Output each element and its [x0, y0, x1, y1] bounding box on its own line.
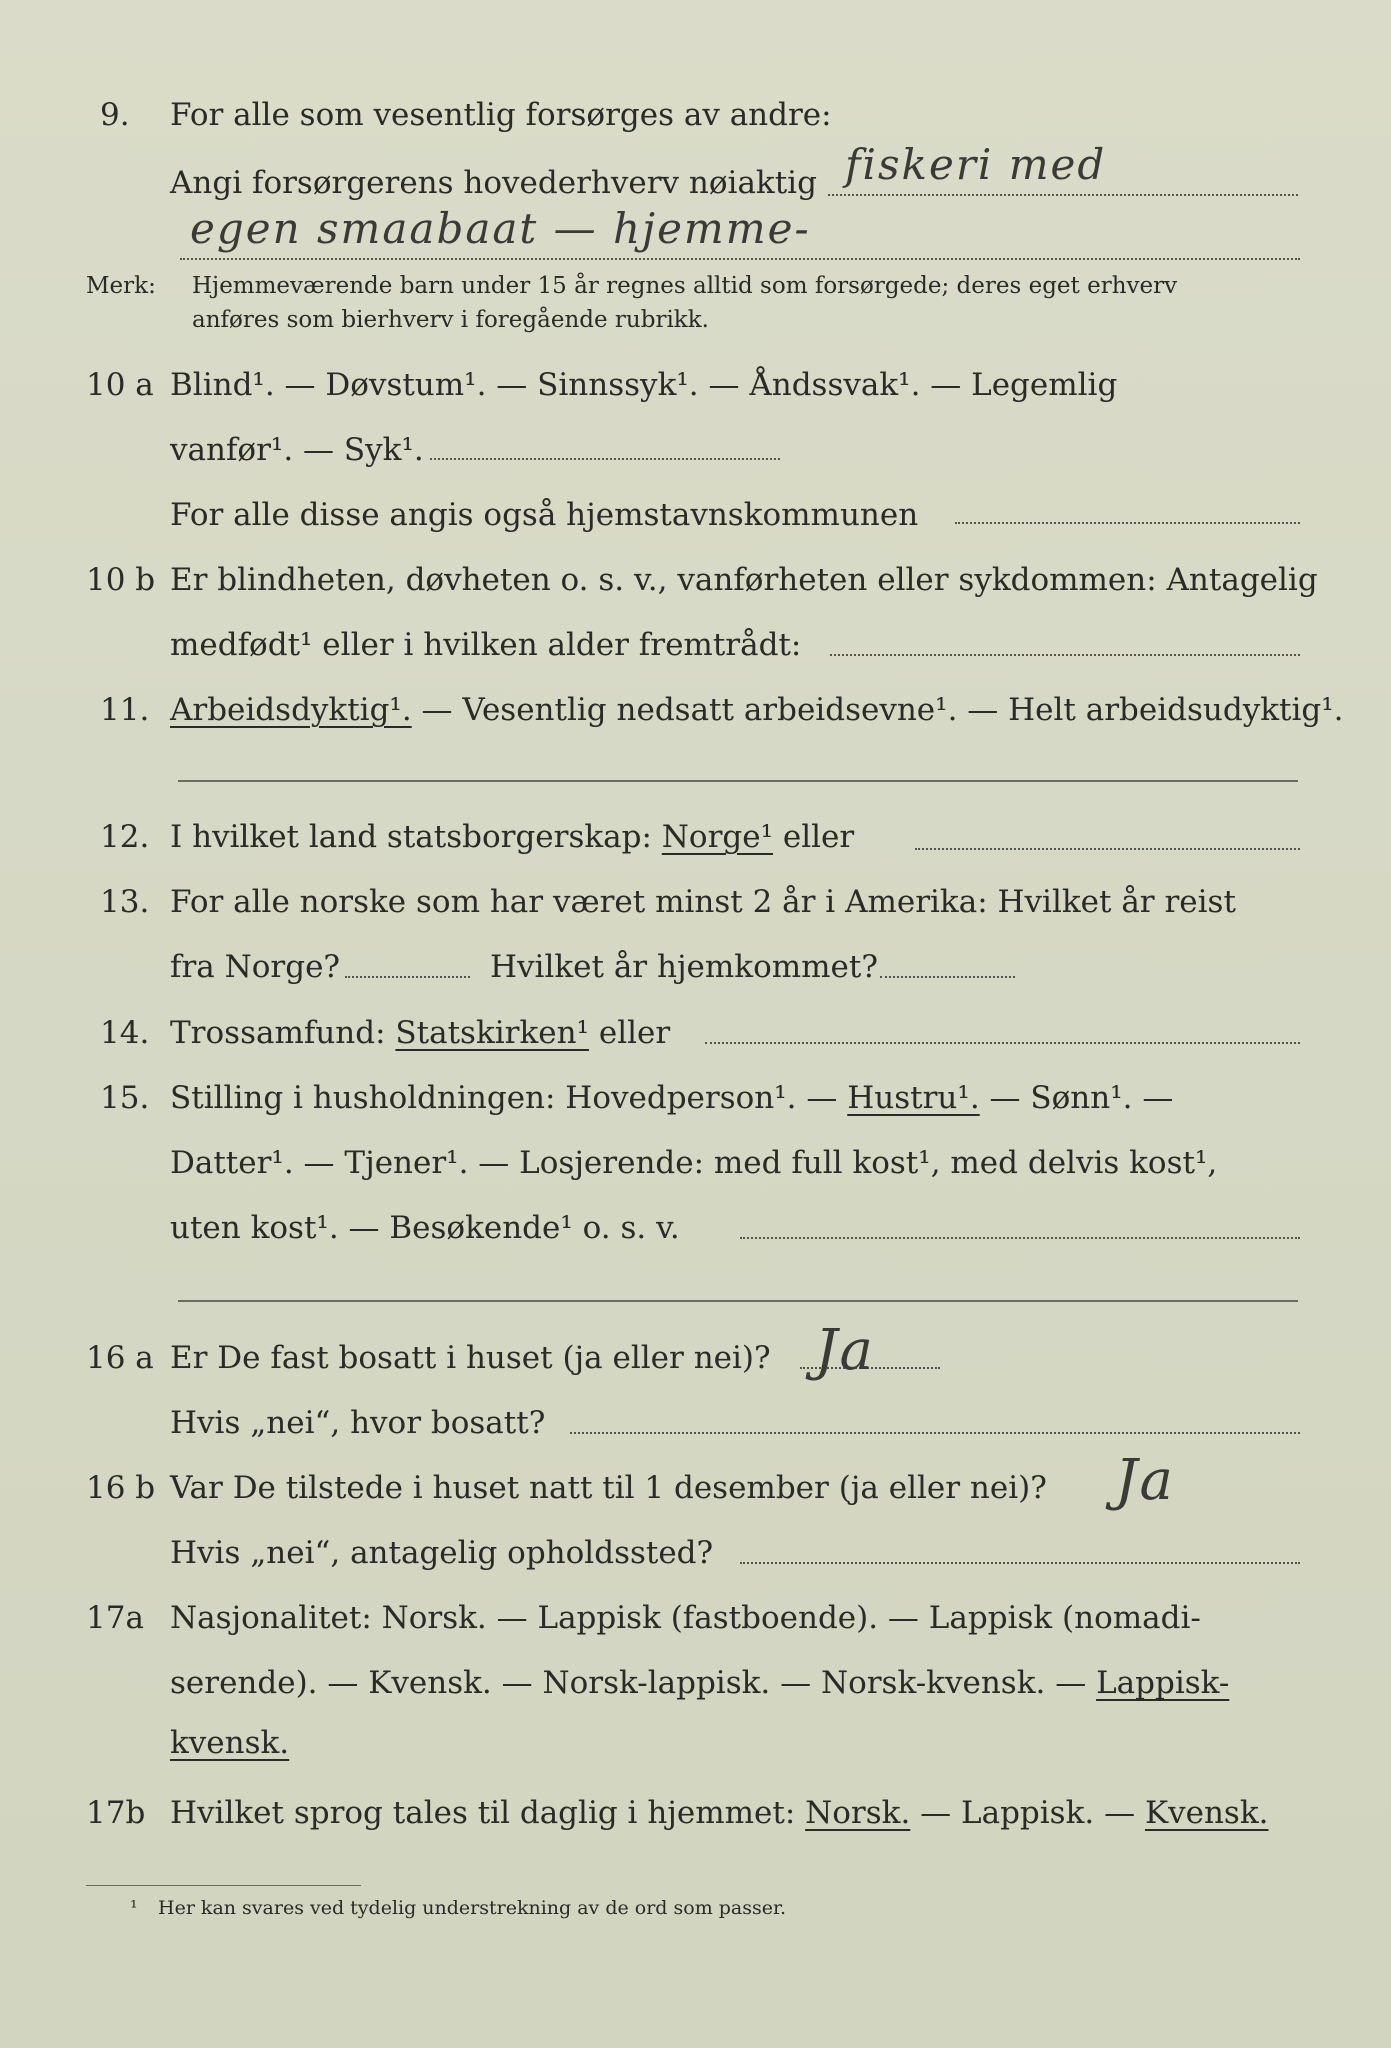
q17a-line3 [170, 1718, 289, 1768]
q17a-number: 17a [86, 1600, 144, 1636]
q10b-line2: medfødt¹ eller i hvilken alder fremtrådt: [170, 627, 802, 663]
q11-option-arbeidsdyktig: Arbeidsdyktig¹. [170, 692, 412, 728]
q16b-line2: Hvis „nei“, antagelig opholdssted? [170, 1535, 714, 1571]
q16a-line1: Er De fast bosatt i huset (ja eller nei)? [170, 1340, 771, 1376]
q9-handwritten-answer-2: egen smaabaat — hjemme- [190, 204, 811, 253]
q13-line1: For alle norske som har været minst 2 år i Amerika: Hvilket år reist [170, 884, 1236, 920]
q10a-line2: vanfør¹. — Syk¹. [170, 432, 424, 468]
q15-line1-post: — Sønn¹. — [979, 1080, 1174, 1116]
q17b-mid: — Lappisk. — [910, 1795, 1145, 1831]
q11-number: 11. [100, 692, 150, 728]
q10b-line1: Er blindheten, døvheten o. s. v., vanførheten eller sykdommen: Antagelig [170, 562, 1318, 598]
q14-post: eller [589, 1015, 671, 1051]
q16a-handwritten-answer: Ja [815, 1318, 875, 1383]
q15-line2: Datter¹. — Tjener¹. — Losjerende: med full kost¹, med delvis kost¹, [170, 1145, 1218, 1181]
q12-number: 12. [100, 819, 150, 855]
footnote-text: Her kan svares ved tydelig understrekning av de ord som passer. [158, 1897, 787, 1919]
q14-number: 14. [100, 1015, 150, 1051]
q14-answer-line [705, 1042, 1300, 1044]
q16b-handwritten-answer: Ja [1115, 1448, 1175, 1513]
q15-answer-line [740, 1237, 1300, 1239]
q9-answer-line [828, 194, 1298, 196]
q9-line1: For alle som vesentlig forsørges av andre: [170, 97, 832, 133]
q16a-bosatt-line [570, 1432, 1300, 1434]
divider-2 [178, 1300, 1298, 1302]
q10a-kommune-line [955, 522, 1300, 524]
q17a-option-lappisk: Lappisk- [1096, 1665, 1230, 1701]
q16b-opholdssted-line [740, 1562, 1300, 1564]
q17b-option-norsk: Norsk. [805, 1795, 911, 1831]
q10a-number: 10 a [86, 367, 154, 403]
q16a-line2: Hvis „nei“, hvor bosatt? [170, 1405, 546, 1441]
merk-label: Merk: [86, 273, 156, 299]
footnote-rule [86, 1885, 361, 1886]
q15-line3: uten kost¹. — Besøkende¹ o. s. v. [170, 1210, 680, 1246]
q17b-option-kvensk: Kvensk. [1144, 1795, 1269, 1831]
q16b-number: 16 b [86, 1470, 156, 1506]
q9-answer-line-2 [180, 258, 1300, 260]
q13-line2b: Hvilket år hjemkommet? [490, 949, 878, 985]
q14-pre: Trossamfund: [170, 1015, 396, 1051]
q11-rest: — Vesentlig nedsatt arbeidsevne¹. — Helt arbeidsudyktig¹. [411, 692, 1344, 728]
q9-handwritten-answer-1: fiskeri med [845, 140, 1107, 189]
q17b-text [170, 1788, 1268, 1838]
q12-answer-line [915, 848, 1300, 850]
q12-text [170, 812, 854, 862]
divider-1 [178, 780, 1298, 782]
q11-text [170, 685, 1344, 735]
q10a-line3: For alle disse angis også hjemstavnskommunen [170, 497, 919, 533]
q17a-line2 [170, 1658, 1229, 1708]
q16b-line1: Var De tilstede i huset natt til 1 desember (ja eller nei)? [170, 1470, 1047, 1506]
q10a-line1: Blind¹. — Døvstum¹. — Sinnssyk¹. — Åndssvak¹. — Legemlig [170, 367, 1118, 403]
q15-line1-pre: Stilling i husholdningen: Hovedperson¹. — [170, 1080, 848, 1116]
q13-line2a: fra Norge? [170, 949, 341, 985]
q17a-line1: Nasjonalitet: Norsk. — Lappisk (fastboende). — Lappisk (nomadi- [170, 1600, 1201, 1636]
q13-number: 13. [100, 884, 150, 920]
q10b-number: 10 b [86, 562, 156, 598]
q14-option-statskirken: Statskirken¹ [395, 1015, 589, 1051]
q13-reist-line [345, 976, 470, 978]
footnote-mark: ¹ [130, 1897, 138, 1919]
q17b-number: 17b [86, 1795, 146, 1831]
q13-hjemkommet-line [880, 976, 1015, 978]
q14-text [170, 1008, 670, 1058]
q15-number: 15. [100, 1080, 150, 1116]
q17a-option-kvensk: kvensk. [170, 1725, 290, 1761]
q10a-syk-line [430, 458, 780, 460]
q17b-pre: Hvilket sprog tales til daglig i hjemmet: [170, 1795, 806, 1831]
q17a-line2-pre: serende). — Kvensk. — Norsk-lappisk. — Norsk-kvensk. — [170, 1665, 1097, 1701]
merk-line2: anføres som bierhverv i foregående rubrikk. [192, 307, 709, 333]
q9-line2: Angi forsørgerens hovederhverv nøiaktig [170, 165, 817, 201]
q12-option-norge: Norge¹ [661, 819, 774, 855]
q15-line1 [170, 1073, 1173, 1123]
q15-option-hustru: Hustru¹. [847, 1080, 980, 1116]
merk-line1: Hjemmeværende barn under 15 år regnes alltid som forsørgede; deres eget erhverv [192, 273, 1178, 299]
q10b-answer-line [830, 654, 1300, 656]
q16a-number: 16 a [86, 1340, 154, 1376]
q12-post: eller [773, 819, 855, 855]
q12-pre: I hvilket land statsborgerskap: [170, 819, 662, 855]
q9-number: 9. [100, 97, 130, 133]
